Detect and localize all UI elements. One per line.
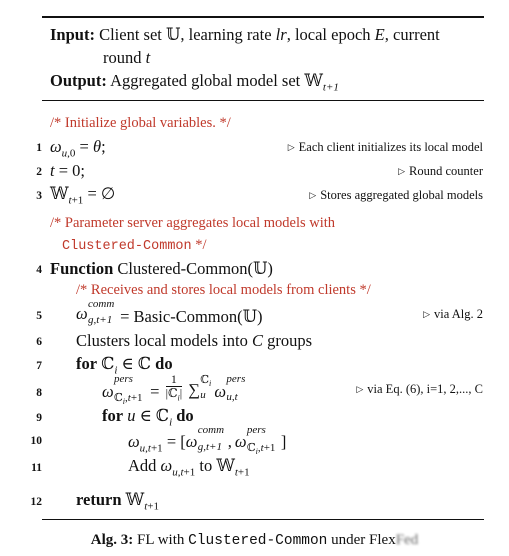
line-number: 3	[36, 190, 42, 202]
input-lr: lr	[275, 25, 287, 44]
line-6-end: groups	[267, 331, 313, 350]
line-3-note	[309, 188, 483, 203]
line-number: 2	[36, 166, 42, 178]
line-8-code: ω pers ℂ$_i$,t+1 = 1 |ℂ$_i$| ∑ ℂ$_i$ u ω pers u,t	[102, 372, 246, 407]
output-text: Aggregated global model set 𝕎	[110, 71, 323, 90]
for-keyword: for	[102, 406, 124, 425]
input-t: t	[145, 48, 151, 67]
line-number: 9	[36, 412, 42, 424]
output-line	[50, 71, 339, 93]
function-name: Clustered-Common(𝕌)	[117, 259, 273, 278]
add-text: Add	[128, 456, 157, 475]
comment-mono: Clustered-Common	[62, 239, 192, 254]
to-text: to	[199, 456, 213, 475]
triangle-icon: ▷	[287, 142, 295, 152]
line-6-text: Clusters local models into	[76, 331, 248, 350]
line-4-code	[50, 259, 273, 279]
note-text: via Eq. (6), i=1, 2,..., C	[367, 382, 483, 396]
caption-blurred: Fed	[395, 532, 419, 548]
comment-receives: /* Receives and stores local models from clients */	[76, 282, 371, 298]
note-text: via Alg. 2	[434, 307, 483, 321]
line-number: 5	[36, 310, 42, 322]
line-5-note	[423, 307, 483, 322]
line-3-code: 𝕎$_{t+1}$ = ∅	[50, 184, 116, 207]
caption-text: FL with	[137, 532, 185, 548]
line-number: 8	[36, 387, 42, 399]
line-5-text: = Basic-Common(𝕌)	[120, 307, 263, 326]
line-2-note	[398, 164, 483, 179]
header-rule	[42, 100, 484, 101]
output-label: Output:	[50, 71, 107, 90]
input-line	[50, 25, 440, 45]
input-cont: round	[103, 48, 142, 67]
line-11-code: Add $\omega_{u,t+1}$ to 𝕎$_{t+1}$	[128, 456, 250, 479]
for-keyword: for	[76, 354, 98, 373]
triangle-icon: ▷	[398, 166, 406, 176]
triangle-icon: ▷	[356, 384, 364, 394]
do-keyword: do	[155, 354, 173, 373]
line-number: 10	[30, 435, 42, 447]
comment-parameter-server-cont	[62, 237, 207, 254]
comment-end: */	[191, 237, 207, 253]
bottom-rule	[42, 519, 484, 520]
triangle-icon: ▷	[309, 190, 317, 200]
note-text: Each client initializes its local model	[298, 140, 483, 154]
line-10-code: $\omega_{u,t+1}$ = [ ω comm g,t+1 , ω pers ℂ$_i$,t+1 ]	[128, 424, 287, 457]
do-keyword: do	[176, 406, 194, 425]
input-line-cont	[103, 48, 150, 68]
caption-text-2: under Flex	[331, 532, 396, 548]
algorithm-caption	[0, 532, 509, 549]
line-number: 4	[36, 264, 42, 276]
line-9-code: for u ∈ ℂ$_i$ do	[102, 406, 194, 429]
note-text: Stores aggregated global models	[320, 188, 483, 202]
return-keyword: return	[76, 490, 122, 509]
line-1-code: $\omega_{u,0} = \theta$;	[50, 137, 106, 160]
line-number: 7	[36, 360, 42, 372]
function-keyword: Function	[50, 259, 114, 278]
line-1-note	[288, 140, 483, 155]
line-6-code	[76, 331, 312, 351]
caption-mono: Clustered-Common	[188, 533, 328, 549]
line-2-code: t = 0;	[50, 161, 85, 180]
line-7-code: for ℂ$_i$ ∈ ℂ do	[76, 354, 173, 377]
line-number: 1	[36, 142, 42, 154]
line-12-code: return 𝕎$_{t+1}$	[76, 490, 159, 513]
triangle-icon: ▷	[423, 309, 431, 319]
comment-initialize: /* Initialize global variables. */	[50, 115, 231, 131]
line-number: 12	[30, 496, 42, 508]
caption-label: Alg. 3:	[90, 532, 134, 548]
input-text: Client set 𝕌, learning rate	[99, 25, 272, 44]
line-number: 6	[36, 336, 42, 348]
note-text: Round counter	[409, 164, 483, 178]
line-5-code: ω comm g,t+1 = Basic-Common(𝕌)	[76, 298, 263, 326]
comment-parameter-server: /* Parameter server aggregates local models with	[50, 215, 336, 231]
top-rule	[42, 16, 484, 18]
input-text-3: , current	[384, 25, 440, 44]
input-E: E	[374, 25, 385, 44]
input-label: Input:	[50, 25, 95, 44]
output-sub: t+1	[322, 81, 339, 94]
line-6-C: C	[251, 331, 263, 350]
line-number: 11	[31, 462, 42, 474]
line-8-note	[356, 382, 483, 397]
input-text-2: , local epoch	[286, 25, 371, 44]
